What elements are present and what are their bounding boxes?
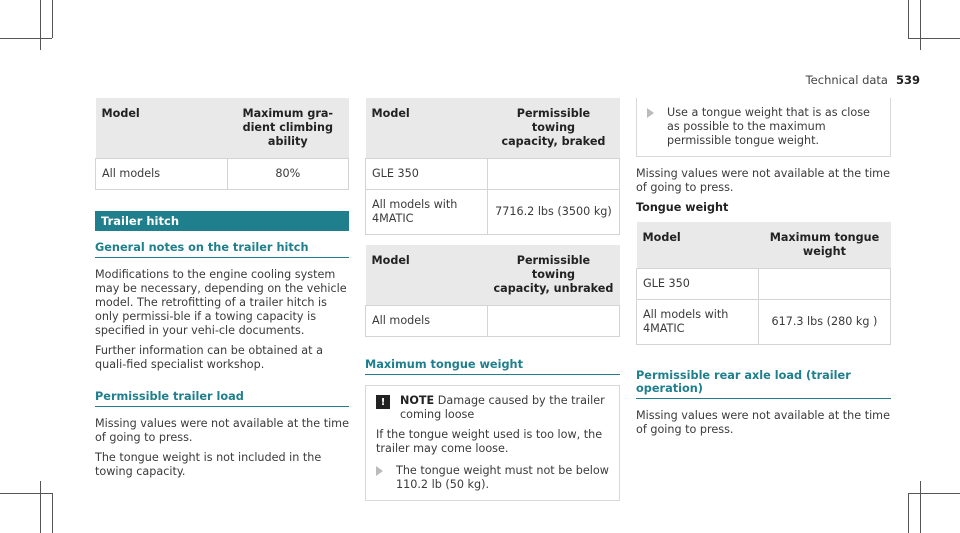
- table-header: Model: [637, 222, 759, 269]
- table-row: [366, 159, 620, 190]
- column-1: [95, 98, 349, 485]
- table-label: Tongue weight: [636, 201, 729, 214]
- table-cell: All models: [366, 306, 488, 337]
- table-row: [96, 159, 349, 190]
- crop-mark: [52, 0, 53, 38]
- table-header: Permissible towing capacity, unbraked: [487, 245, 619, 306]
- note-box-continued: [636, 98, 891, 157]
- table-row: [366, 190, 620, 235]
- crop-mark: [908, 38, 960, 39]
- crop-mark: [0, 38, 52, 39]
- paragraph: Missing values were not available at the time of going to press.: [636, 409, 890, 436]
- table-header: Maximum tongue weight: [758, 222, 890, 269]
- table-cell: All models with 4MATIC: [366, 190, 488, 235]
- list-item: [376, 464, 609, 492]
- table-row: [366, 306, 620, 337]
- warning-icon: !: [376, 395, 390, 409]
- paragraph: The tongue weight is not included in the towing capacity.: [95, 451, 322, 478]
- table-cell: GLE 350: [637, 269, 759, 300]
- table-cell: GLE 350: [366, 159, 488, 190]
- table-cell: [487, 159, 619, 190]
- subsection-title: Permissible rear axle load (trailer operation): [636, 369, 891, 399]
- crop-mark: [908, 0, 909, 38]
- table-header: Permissible towing capacity, braked: [487, 98, 619, 159]
- subsection-title: General notes on the trailer hitch: [95, 241, 349, 258]
- crop-mark: [920, 0, 921, 50]
- paragraph: Missing values were not available at the time of going to press.: [95, 417, 349, 444]
- bullet-text: The tongue weight must not be below 110.2 lb (50 kg).: [396, 464, 609, 491]
- tongue-weight-table: [636, 222, 891, 345]
- table-header: Maximum gra- dient climbing ability: [227, 98, 348, 159]
- table-row: [637, 269, 891, 300]
- column-3: [636, 98, 891, 443]
- towing-unbraked-table: [365, 245, 620, 337]
- table-cell: 617.3 lbs (280 kg ): [758, 300, 890, 345]
- section-title: Trailer hitch: [95, 211, 349, 231]
- crop-mark: [920, 481, 921, 533]
- table-cell: All models with 4MATIC: [637, 300, 759, 345]
- crop-mark: [0, 493, 52, 494]
- paragraph: Modifications to the engine cooling system may be necessary, depending on the vehicle model. The retrofitting of a trailer hitch is only permissi-ble if a towing capacity is specified in your vehi-cle documents.: [95, 268, 347, 337]
- column-2: [365, 98, 620, 501]
- crop-mark: [52, 493, 53, 533]
- note-body: If the tongue weight used is too low, the trailer may come loose.: [376, 428, 603, 455]
- table-header: Model: [96, 98, 228, 159]
- towing-braked-table: [365, 98, 620, 235]
- bullet-triangle-icon: [376, 466, 383, 476]
- bullet-triangle-icon: [647, 108, 654, 118]
- note-headline-text: Damage caused by the trailer coming loose: [400, 394, 605, 421]
- subsection-title: Maximum tongue weight: [365, 358, 620, 375]
- note-box: [365, 385, 620, 501]
- table-cell: 80%: [227, 159, 348, 190]
- subsection-title: Permissible trailer load: [95, 390, 349, 407]
- note-label: NOTE: [400, 394, 435, 407]
- bullet-text: Use a tongue weight that is as close as possible to the maximum permissible tongue weight.: [667, 106, 870, 147]
- crop-mark: [908, 493, 960, 494]
- table-cell: 7716.2 lbs (3500 kg): [487, 190, 619, 235]
- list-item: [647, 106, 880, 148]
- table-cell: All models: [96, 159, 228, 190]
- table-row: [637, 300, 891, 345]
- note-header: [376, 394, 609, 422]
- page-number: 539: [895, 73, 920, 87]
- page-header: [806, 73, 920, 87]
- paragraph: Missing values were not available at the time of going to press.: [636, 167, 890, 194]
- crop-mark: [908, 493, 909, 533]
- note-headline: [400, 394, 609, 422]
- climbing-ability-table: [95, 98, 349, 190]
- table-header: Model: [366, 245, 488, 306]
- table-cell: [487, 306, 619, 337]
- table-header: Model: [366, 98, 488, 159]
- crop-mark: [40, 481, 41, 533]
- crop-mark: [40, 0, 41, 50]
- table-cell: [758, 269, 890, 300]
- section-name: Technical data: [805, 73, 888, 87]
- paragraph: Further information can be obtained at a quali-fied specialist workshop.: [95, 344, 323, 371]
